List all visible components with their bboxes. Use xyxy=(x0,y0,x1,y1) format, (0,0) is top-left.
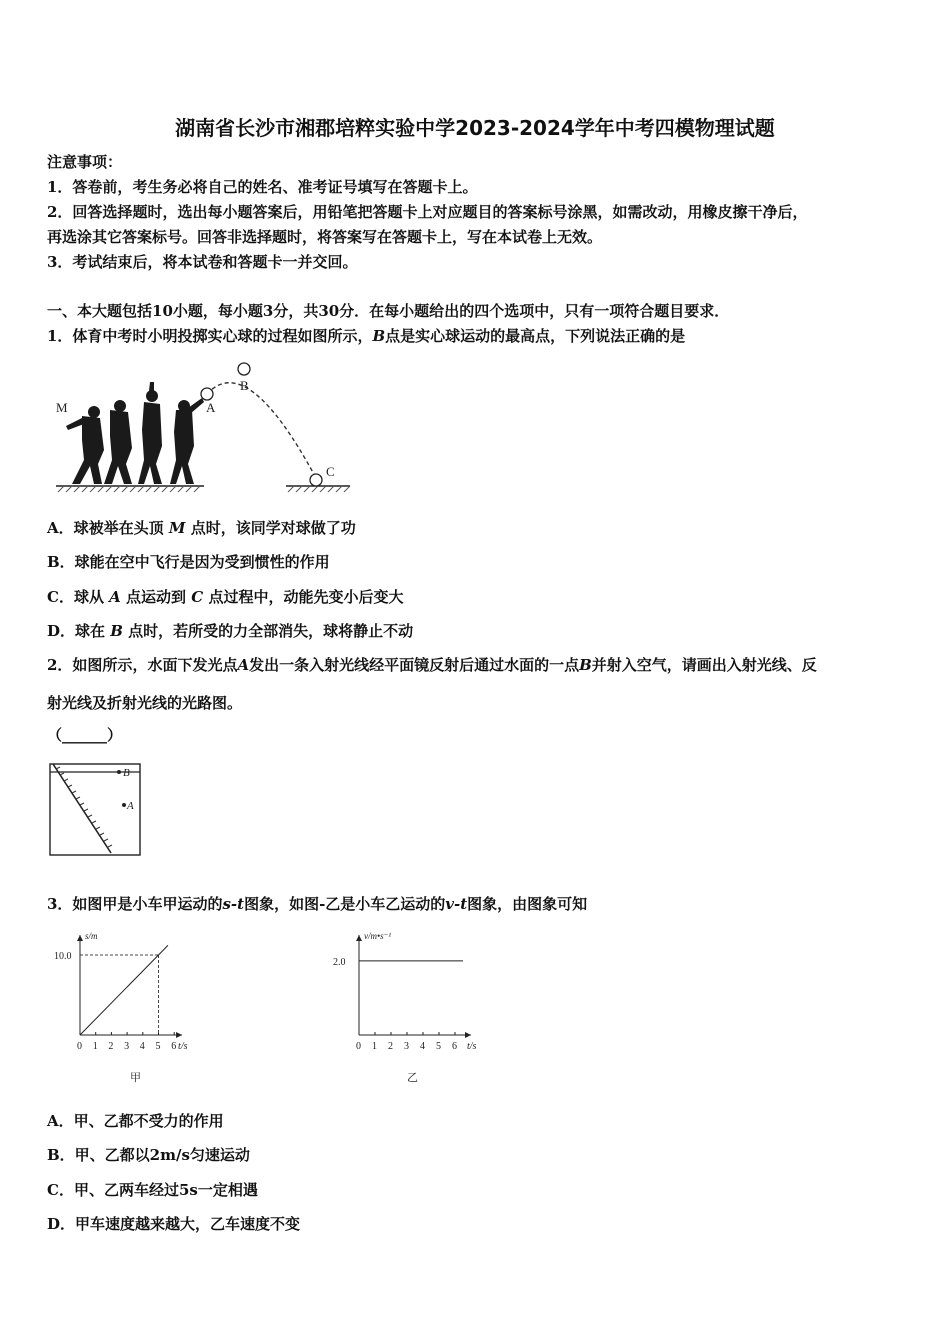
q3-stem: 3．如图甲是小车甲运动的s-t图象，如图-乙是小车乙运动的v-t图象，由图象可知 xyxy=(47,895,588,913)
q2-water-mirror-figure xyxy=(47,760,147,860)
label-c: C xyxy=(326,464,335,479)
notice-item-1: 1．答卷前，考生务必将自己的姓名、准考证号填写在答题卡上。 xyxy=(47,178,478,196)
y-axis-arrow xyxy=(356,935,362,941)
y-axis-arrow xyxy=(77,935,83,941)
ball-c xyxy=(310,474,322,486)
x-tick-label: 5 xyxy=(436,1041,441,1052)
x-tick-label: 2 xyxy=(388,1041,393,1052)
q3-option-c[interactable]: C．甲、乙两车经过5s一定相遇 xyxy=(47,1181,258,1199)
q2-stem-line-2: 射光线及折射光线的光路图。 xyxy=(47,694,243,712)
x-tick-label: 3 xyxy=(124,1041,130,1052)
q2-stem-line-1: 2．如图所示，水面下发光点A发出一条入射光线经平面镜反射后通过水面的一点B并射入空气，请画出入射光线、反 xyxy=(47,656,817,674)
q1-option-d[interactable]: D．球在 B 点时，若所受的力全部消失，球将静止不动 xyxy=(47,622,414,640)
point-a xyxy=(122,803,126,807)
x-tick-label: 2 xyxy=(108,1041,114,1052)
chart-jia xyxy=(46,925,216,1090)
x-tick-label: 0 xyxy=(77,1041,82,1052)
q1-option-c[interactable]: C．球从 A 点运动到 C 点过程中，动能先变小后变大 xyxy=(47,588,404,606)
q1-stem: 1．体育中考时小明投掷实心球的过程如图所示，B点是实心球运动的最高点，下列说法正确的是 xyxy=(47,327,686,345)
y-axis-label: s/m xyxy=(85,931,98,941)
notice-item-3: 3．考试结束后，将本试卷和答题卡一并交回。 xyxy=(47,253,358,271)
label-a: A xyxy=(127,800,134,812)
label-m: M xyxy=(56,400,68,415)
y-tick-label: 10.0 xyxy=(54,951,72,962)
label-b: B xyxy=(123,767,130,779)
y-axis-label: v/m•s⁻¹ xyxy=(364,931,392,941)
x-tick-label: 6 xyxy=(171,1041,177,1052)
plane-mirror xyxy=(53,764,111,853)
x-axis-label: t/s xyxy=(467,1041,477,1052)
x-tick-label: 1 xyxy=(92,1041,98,1052)
x-axis-label: t/s xyxy=(178,1041,188,1052)
q3-option-d[interactable]: D．甲车速度越来越大，乙车速度不变 xyxy=(47,1215,301,1233)
point-b xyxy=(117,770,121,774)
notice-item-2-cont: 再选涂其它答案标号。回答非选择题时，将答案写在答题卡上，写在本试卷上无效。 xyxy=(47,228,603,246)
q3-option-a[interactable]: A．甲、乙都不受力的作用 xyxy=(47,1112,224,1130)
x-tick-label: 6 xyxy=(452,1041,457,1052)
q1-throw-figure xyxy=(52,360,362,498)
q2-answer-blank: （______） xyxy=(47,726,123,744)
notice-item-2: 2．回答选择题时，选出每小题答案后，用铅笔把答题卡上对应题目的答案标号涂黑，如需改动，用橡皮擦干净后， xyxy=(47,203,808,221)
x-tick-label: 4 xyxy=(420,1041,425,1052)
notice-heading: 注意事项： xyxy=(47,153,123,171)
q1-option-a[interactable]: A．球被举在头顶 M 点时，该同学对球做了功 xyxy=(47,519,356,537)
x-tick-label: 1 xyxy=(372,1041,377,1052)
x-tick-label: 4 xyxy=(139,1041,145,1052)
chart-caption: 甲 xyxy=(130,1072,141,1084)
x-tick-label: 3 xyxy=(404,1041,409,1052)
page-title: 湖南省长沙市湘郡培粹实验中学2023-2024学年中考四模物理试题 xyxy=(175,116,775,140)
x-axis-arrow xyxy=(176,1032,182,1038)
label-b: B xyxy=(240,378,249,393)
ball-b xyxy=(238,363,250,375)
section-1-heading: 一、本大题包括10小题，每小题3分，共30分．在每小题给出的四个选项中，只有一项符合题目要求． xyxy=(47,302,730,320)
thrower-silhouettes xyxy=(66,382,204,484)
x-tick-label: 0 xyxy=(356,1041,361,1052)
x-axis-arrow xyxy=(465,1032,471,1038)
y-tick-label: 2.0 xyxy=(333,956,346,968)
x-tick-label: 5 xyxy=(155,1041,161,1052)
q1-option-b[interactable]: B．球能在空中飞行是因为受到惯性的作用 xyxy=(47,553,330,571)
q3-option-b[interactable]: B．甲、乙都以2m/s匀速运动 xyxy=(47,1146,250,1164)
label-a: A xyxy=(206,400,216,415)
chart-caption: 乙 xyxy=(407,1072,418,1084)
series-line xyxy=(80,945,168,1035)
chart-yi xyxy=(325,925,515,1090)
ball-a xyxy=(201,388,213,400)
